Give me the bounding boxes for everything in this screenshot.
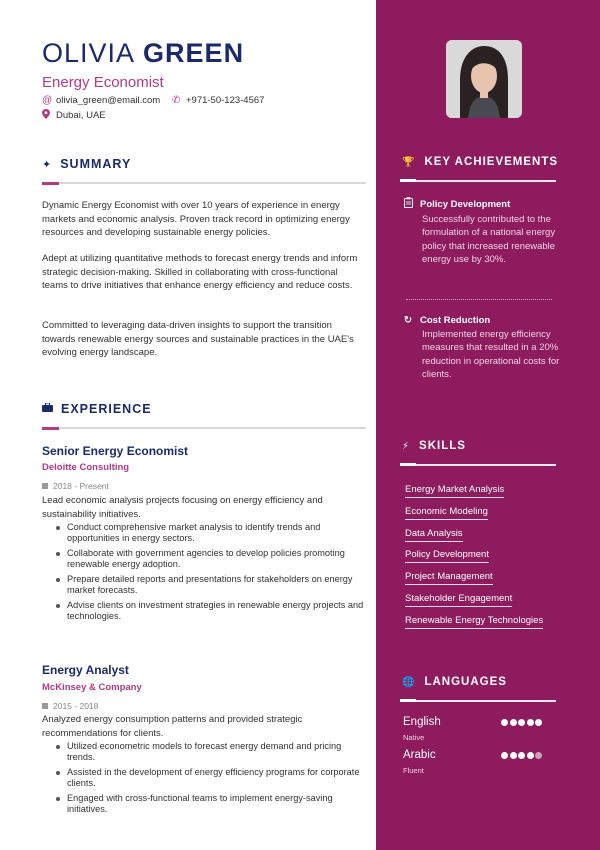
list-item: Assisted in the development of energy efficiency programs for corporate clients. [54,767,364,789]
achievement-title: Policy Development [420,198,511,210]
achievements-heading-label: KEY ACHIEVEMENTS [424,156,559,168]
summary-heading [42,157,131,171]
language-rating [501,752,544,759]
rating-dot-empty [535,752,542,759]
full-name [42,38,244,69]
recycle-icon: ↻ [403,315,413,326]
job-company: Deloitte Consulting [42,462,130,473]
job-title: Energy Economist [42,74,164,91]
job-bullets [54,741,364,819]
sparkle-icon: ✦ [42,158,53,171]
skill-tag: Renewable Energy Technologies [405,615,543,629]
language-level: Native [403,733,425,742]
globe-icon: 🌐 [402,676,416,688]
profile-photo [446,40,522,118]
lightning-icon: ⚡ [402,440,411,452]
achievement-item [402,197,572,266]
skills-divider [400,464,556,466]
location-contact [42,109,106,122]
summary-heading-label: SUMMARY [60,157,132,171]
calendar-icon [42,703,48,709]
rating-dot-filled [510,719,517,726]
experience-divider [42,427,366,429]
skill-tag: Energy Market Analysis [405,484,504,498]
job-role: Senior Energy Economist [42,444,189,458]
phone-icon: ✆ [172,95,181,106]
briefcase-icon [42,403,53,415]
list-item: Collaborate with government agencies to develop policies promoting renewable energy adoption. [54,548,364,570]
list-item: Advise clients on investment strategies in renewable energy projects and technologies. [54,600,364,622]
list-item: Utilized econometric models to forecast energy demand and pricing trends. [54,741,364,763]
email-contact[interactable] [42,95,160,106]
summary-divider [42,182,366,184]
experience-heading [42,402,152,416]
achievement-separator [406,299,552,300]
job-company: McKinsey & Company [42,682,142,693]
achievements-heading [402,156,558,168]
achievements-divider [400,180,556,182]
job-summary: Lead economic analysis projects focusing on energy efficiency and sustainability initiatives. [42,495,323,520]
rating-dot-filled [535,719,542,726]
job-dates [42,481,109,491]
summary-paragraph: Committed to leveraging data-driven insights to support the transition towards renewable energy sources and sustainable practices in the UAE's evolving energy landscape. [42,320,354,358]
rating-dot-filled [518,752,525,759]
rating-dot-filled [510,752,517,759]
sidebar [376,0,600,850]
achievement-title: Cost Reduction [420,315,491,326]
rating-dot-filled [501,752,508,759]
at-icon: @ [42,95,53,106]
experience-heading-label: EXPERIENCE [61,402,152,416]
skills-heading-label: SKILLS [419,440,466,452]
skill-tag: Economic Modeling [405,506,488,520]
achievement-desc: Successfully contributed to the formulation of a national energy policy that increased renewable energy use by 30%. [422,214,556,265]
clipboard-icon [402,197,414,211]
job-dates-text: 2015 - 2018 [53,701,99,711]
email-text: olivia_green@email.com [56,95,161,106]
language-level: Fluent [403,766,424,775]
list-item: Conduct comprehensive market analysis to identify trends and opportunities in energy sectors. [54,522,364,544]
phone-contact[interactable] [172,95,264,106]
languages-divider [400,700,556,702]
rating-dot-filled [527,752,534,759]
rating-dot-filled [501,719,508,726]
achievement-item [402,315,572,381]
list-item: Prepare detailed reports and presentations for stakeholders on energy market forecasts. [54,574,364,596]
last-name: GREEN [143,38,245,68]
language-name: English [403,716,441,728]
summary-paragraph: Adept at utilizing quantitative methods to forecast energy trends and inform strategic decision-making. Skilled in collaborating with cross-functional teams to drive initiatives that enhance energy efficiency and reduce costs. [42,253,358,291]
job-role: Energy Analyst [42,663,129,677]
location-text: Dubai, UAE [56,110,106,121]
phone-text: +971-50-123-4567 [186,95,265,106]
languages-heading-label: LANGUAGES [424,676,507,688]
skills-heading [402,440,466,452]
map-pin-icon [42,109,50,122]
language-name: Arabic [403,749,436,761]
rating-dot-filled [518,719,525,726]
rating-dot-filled [527,719,534,726]
job-bullets [54,522,364,626]
skill-tag: Data Analysis [405,528,463,542]
job-summary: Analyzed energy consumption patterns and provided strategic recommendations for clients. [42,714,303,739]
language-rating [501,719,544,726]
job-dates-text: 2018 - Present [53,481,109,491]
languages-heading [402,676,507,688]
job-dates [42,701,98,711]
calendar-icon [42,483,48,489]
skill-tag: Project Management [405,571,493,585]
first-name: OLIVIA [42,38,136,68]
summary-paragraph: Dynamic Energy Economist with over 10 years of experience in energy markets and economic analysis. Proven track record in optimizing energy resources and developing sustainable energy policies. [42,200,350,238]
skill-tag: Stakeholder Engagement [405,593,512,607]
skill-tag: Policy Development [405,549,489,563]
list-item: Engaged with cross-functional teams to implement energy-saving initiatives. [54,793,364,815]
trophy-icon: 🏆 [402,156,416,168]
achievement-desc: Implemented energy efficiency measures that resulted in a 20% reduction in operational costs for clients. [422,329,560,380]
